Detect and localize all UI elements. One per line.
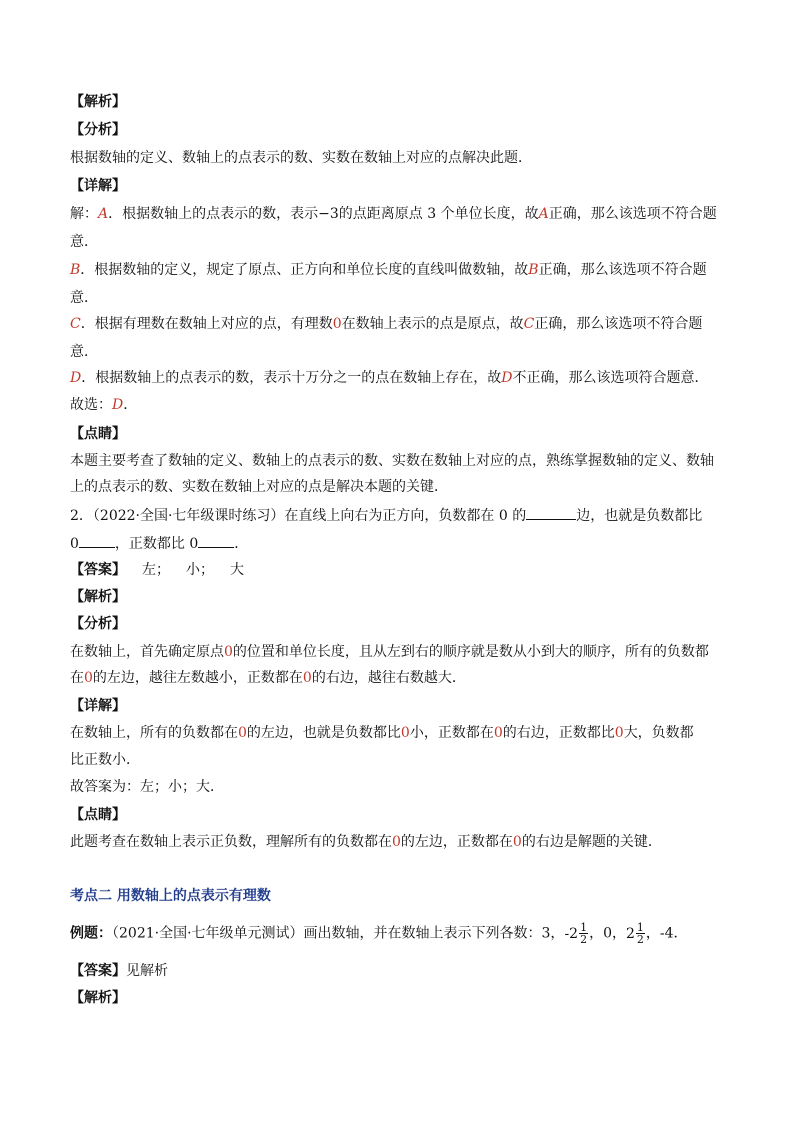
question-2-stem-1 (70, 505, 702, 526)
zero-number: 0 (512, 834, 522, 850)
answer-text: 见解析 (126, 963, 168, 979)
option-letter: C (523, 316, 535, 332)
heading-xiangjie: 【详解】 (70, 178, 126, 194)
choice-end: ． (123, 397, 138, 413)
answer-line (70, 560, 244, 580)
stem-text: ． (234, 536, 249, 552)
stem-text: ，正数都比 0 (114, 536, 199, 552)
heading-fenxi: 【分析】 (70, 616, 126, 632)
zero-number: 0 (493, 725, 503, 741)
example-label: 例题： (70, 925, 112, 942)
option-c-cont: 意． (70, 344, 98, 360)
option-text: 正确，那么该选项不符合题 (538, 262, 707, 278)
heading-dianjing: 【点睛】 (70, 807, 126, 823)
option-text: ．根据数轴的定义，规定了原点、正方向和单位长度的直线叫做数轴，故 (80, 262, 529, 278)
option-a-cont: 意． (70, 234, 98, 250)
answer-blank (526, 505, 576, 520)
option-letter: A (538, 206, 549, 222)
zero-number: 0 (400, 725, 410, 741)
option-letter: D (501, 370, 513, 386)
option-letter: B (70, 262, 81, 278)
option-d-line (70, 368, 708, 388)
option-letter: C (70, 316, 81, 332)
option-letter: D (70, 370, 82, 386)
answer-blank (198, 533, 234, 548)
option-text: 在数轴上表示的点是原点，故 (341, 316, 524, 332)
section-title: 考点二 用数轴上的点表示有理数 (70, 888, 271, 904)
question-2-stem-2 (70, 533, 248, 554)
comment-line-1: 本题主要考查了数轴的定义、数轴上的点表示的数、实数在数轴上对应的点，熟练掌握数轴的定义、数轴 (70, 453, 714, 469)
zero-number: 0 (614, 725, 624, 741)
analysis-line-1: 在数轴上，首先确定原点0的位置和单位长度，且从左到右的顺序就是数从小到大的顺序，所有的负数都 (70, 644, 709, 660)
choice-letter: D (112, 397, 124, 413)
option-c-line (70, 314, 702, 334)
comment-line-2: 上的点表示的数、实数在数轴上对应的点是解决本题的关键． (70, 479, 448, 495)
option-text: 正确，那么该选项不符合题 (548, 206, 717, 222)
mixed-number: 2 $\frac{1}{2}$ (626, 921, 644, 946)
zero-number: 0 (332, 316, 342, 332)
choice-prefix: 故选： (70, 397, 112, 413)
comment-line: 此题考查在数轴上表示正负数，理解所有的负数都在0的左边，正数都在0的右边是解题的关键． (70, 834, 662, 850)
stem-text: 2．（2022·全国·七年级课时练习）在直线上向右为正方向，负数都在 0 的 (70, 508, 527, 524)
zero-number: 0 (84, 670, 93, 686)
answer-blank (79, 533, 115, 548)
heading-daan: 【答案】 (70, 562, 126, 578)
option-text: ．根据有理数在数轴上对应的点，有理数 (80, 316, 333, 332)
heading-fenxi: 【分析】 (70, 122, 126, 138)
option-text: ．根据数轴上的点表示的数，表示十万分之一的点在数轴上存在，故 (81, 370, 502, 386)
stem-text: 边，也就是负数都比 (576, 508, 703, 524)
zero-number: 0 (302, 670, 312, 686)
zero-number: 0 (392, 834, 401, 850)
choice-line (70, 395, 137, 415)
detail-line-1: 在数轴上，所有的负数都在0的左边，也就是负数都比0小，正数都在0的右边，正数都比0大，负数都 (70, 725, 694, 741)
heading-xiangjie: 【详解】 (70, 698, 126, 714)
analysis-line-2: 在0的左边，越往左数越小，正数都在0的右边，越往右数越大． (70, 670, 466, 686)
option-letter: B (528, 262, 539, 278)
heading-jiexi: 【解析】 (70, 94, 126, 110)
answer-line (70, 961, 168, 981)
solution-prefix: 解： (70, 206, 98, 222)
heading-dianjing: 【点睛】 (70, 426, 126, 442)
answer-value: 左； (142, 562, 170, 578)
zero-number: 0 (238, 725, 247, 741)
mixed-number: -2 $\frac{1}{2}$ (564, 921, 588, 946)
heading-jiexi: 【解析】 (70, 589, 126, 605)
answer-summary: 故答案为：左；小；大． (70, 779, 224, 795)
heading-daan: 【答案】 (70, 963, 126, 979)
answer-value: 小； (186, 562, 214, 578)
heading-jiexi: 【解析】 (70, 990, 126, 1006)
option-text: ．根据数轴上的点表示的数，表示−3的点距离原点 3 个单位长度，故 (108, 206, 539, 222)
stem-text: 0 (70, 536, 79, 552)
example-line: 例题：（2021·全国·七年级单元测试）画出数轴，并在数轴上表示下列各数：3，-2 $\frac{1}{2}$ ，0，2 $\frac{1}{2}$ ，-4． (70, 921, 688, 946)
option-text: 正确，那么该选项不符合题 (534, 316, 703, 332)
analysis-text: 根据数轴的定义、数轴上的点表示的数、实数在数轴上对应的点解决此题． (70, 150, 532, 166)
option-b-cont: 意． (70, 290, 98, 306)
zero-number: 0 (224, 644, 233, 660)
option-b-line (70, 260, 707, 280)
answer-value: 大 (230, 562, 244, 578)
option-letter: A (98, 206, 109, 222)
option-a-line (70, 204, 717, 224)
detail-line-2: 比正数小． (70, 752, 140, 768)
example-text: （2021·全国·七年级单元测试）画出数轴，并在数轴上表示下列各数：3， (112, 925, 565, 942)
option-text: 不正确，那么该选项符合题意． (512, 370, 709, 386)
